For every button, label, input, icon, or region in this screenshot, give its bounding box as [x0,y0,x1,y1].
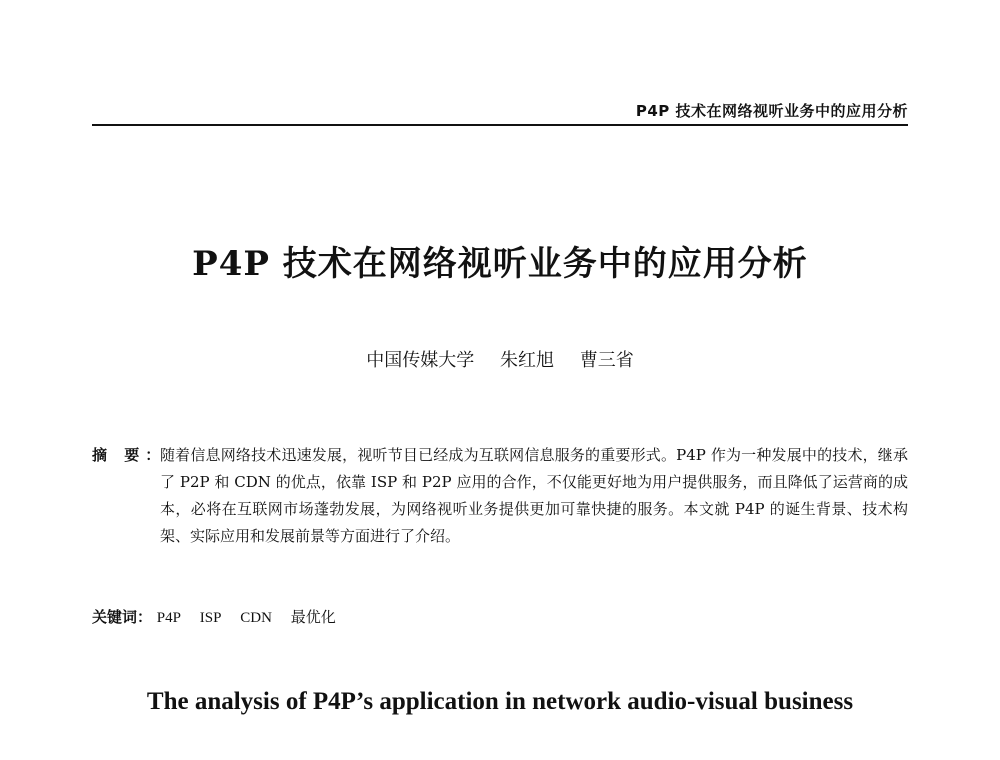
keywords-label: 关键词： [92,608,153,626]
author-name-1: 朱红旭 [500,350,554,371]
abstract-label: 摘 要： [92,446,167,464]
keyword-item: ISP [199,610,222,626]
author-name-2: 曹三省 [579,350,634,371]
header-rule [92,124,908,126]
paper-title: P4P 技术在网络视听业务中的应用分析 [192,244,808,284]
abstract-text: 随着信息网络技术迅速发展，视听节目已经成为互联网信息服务的重要形式。P4P 作为一种发展中的技术，继承了 P2P 和 CDN 的优点，依靠 ISP 和 P2P 应用的合作，不仅能更好地为用户提供服务，而且降低了运营商的成本，必将在互联网市场蓬勃发展，为网络视听业务提供更加可靠快捷的服务。本文就 P4P 的诞生背景、技术构架、实际应用和发展前景等方面进行了介绍。 [160,446,908,545]
keyword-item: 最优化 [290,610,336,626]
keyword-item: CDN [240,610,272,626]
authors-line [0,346,1000,372]
running-header: P4P 技术在网络视听业务中的应用分析 [635,102,908,120]
keyword-item: P4P [156,610,181,626]
author-affiliation: 中国传媒大学 [366,350,475,371]
keywords-section [92,604,350,632]
english-title: The analysis of P4P’s application in network audio-visual business [146,688,854,715]
abstract-section [92,442,908,550]
